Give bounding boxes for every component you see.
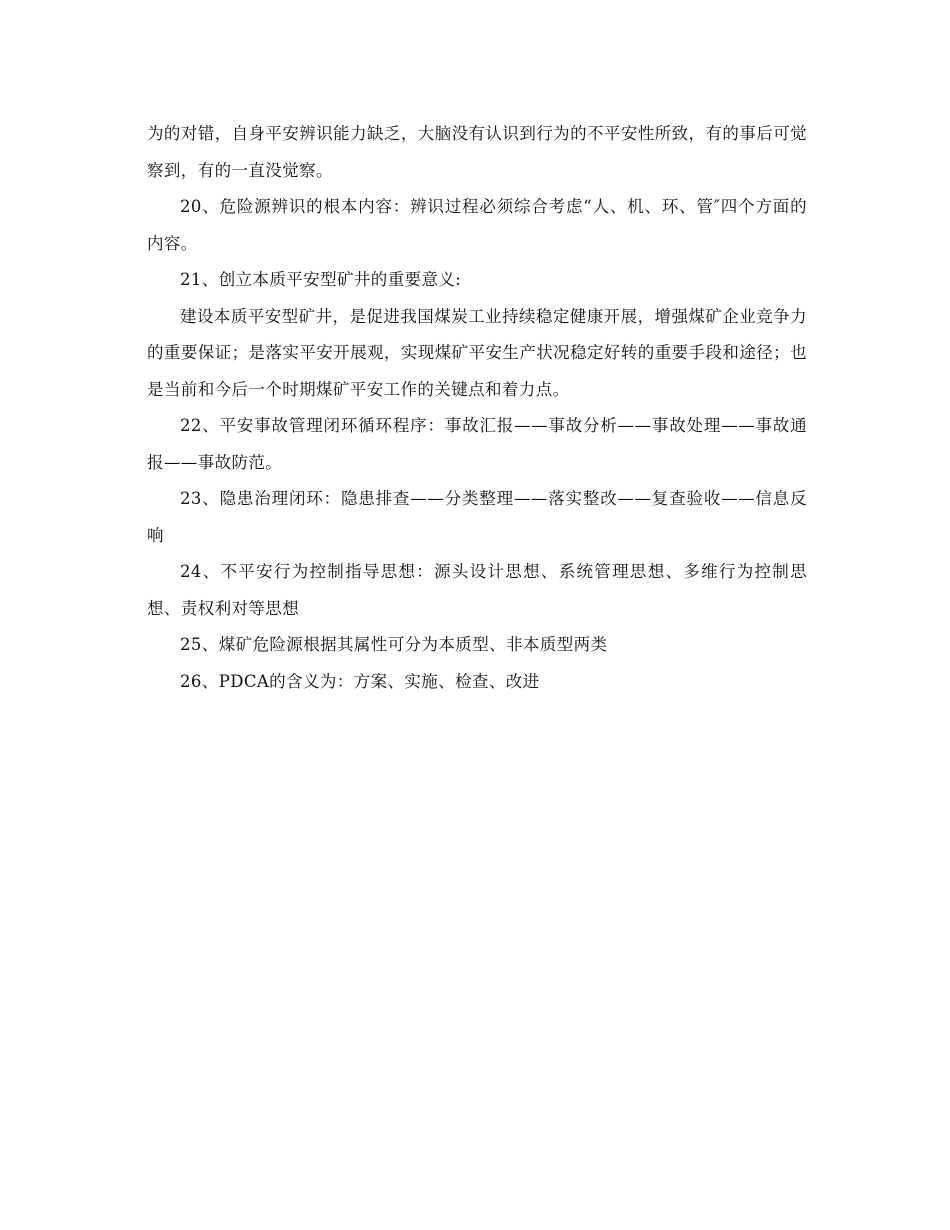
paragraph-item-20: 20、危险源辨识的根本内容：辨识过程必须综合考虑“人、机、环、管″四个方面的内容。 — [147, 197, 807, 253]
paragraph-continuation: 为的对错，自身平安辨识能力缺乏，大脑没有认识到行为的不平安性所致，有的事后可觉察到，有的一直没觉察。 — [147, 124, 807, 180]
paragraph-item-21: 21、创立本质平安型矿井的重要意义: — [180, 270, 462, 289]
paragraph-item-25: 25、煤矿危险源根据其属性可分为本质型、非本质型两类 — [180, 635, 608, 654]
paragraph-item-23: 23、隐患治理闭环：隐患排查——分类整理——落实整改——复查验收——信息反响 — [147, 489, 807, 545]
paragraph-item-21-body: 建设本质平安型矿井，是促进我国煤炭工业持续稳定健康开展，增强煤矿企业竞争力的重要保证；是落实平安开展观，实现煤矿平安生产状况稳定好转的重要手段和途径；也是当前和今后一个时期煤矿平安工作的关键点和着力点。 — [147, 306, 807, 399]
paragraph-item-24: 24、不平安行为控制指导思想：源头设计思想、系统管理思想、多维行为控制思想、责权利对等思想 — [147, 562, 807, 618]
document-body — [147, 116, 807, 700]
paragraph-item-26: 26、PDCA的含义为：方案、实施、检查、改进 — [180, 671, 540, 691]
paragraph-item-22: 22、平安事故管理闭环循环程序：事故汇报——事故分析——事故处理——事故通报——事故防范。 — [147, 416, 807, 472]
